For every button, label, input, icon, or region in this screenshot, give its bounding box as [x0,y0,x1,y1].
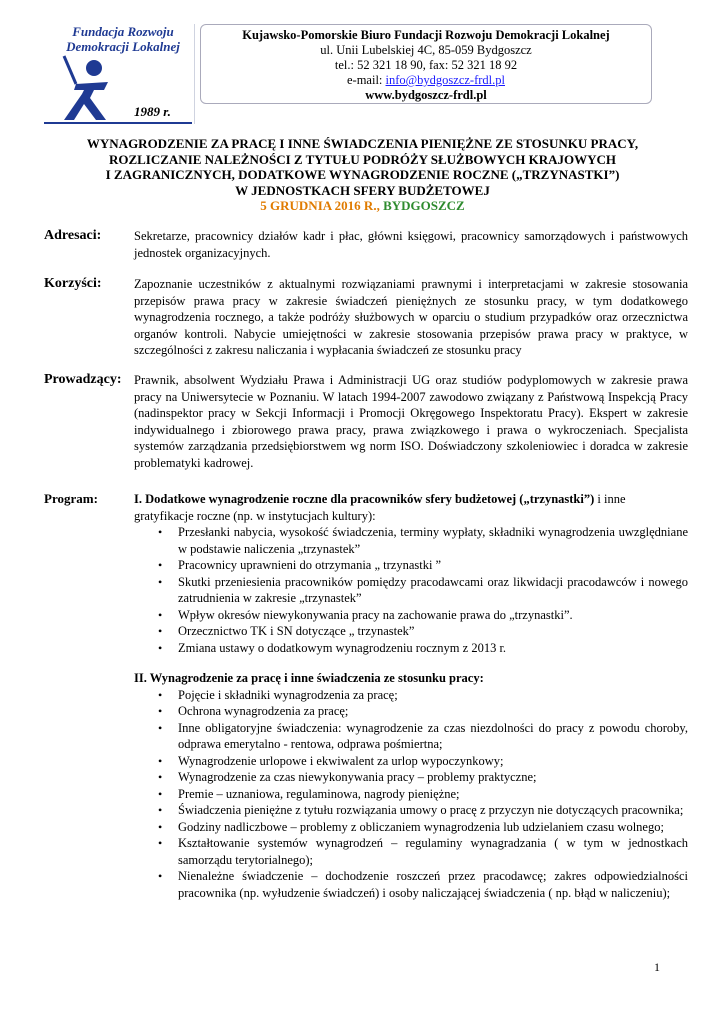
title-line-1: WYNAGRODZENIE ZA PRACĘ I INNE ŚWIADCZENIA PIENIĘŻNE ZE STOSUNKU PRACY, [86,136,639,151]
title-line-2: ROZLICZANIE NALEŻNOŚCI Z TYTUŁU PODRÓŻY SŁUŻBOWYCH KRAJOWYCH [108,151,617,167]
list-item: • Orzecznictwo TK i SN dotyczące „ trzynastek” [178,623,688,640]
section-1-list [134,524,688,656]
adresaci-text: Sekretarze, pracownicy działów kadr i płac, główni księgowi, pracownicy samorządowych i państwowych jednostek organizacyjnych. [134,229,688,260]
korzysci-text: Zapoznanie uczestników z aktualnymi rozwiązaniami prawnymi i interpretacjami w zakresie stosowania przepisów prawa pracy w zakresie świadczeń pieniężnych ze stosunku pracy, w tym dodatkowego wynagrodzenia rocznego, a także podróży służbowych w oparciu o studium przypadków oraz orzecznictwa organów kontroli. Nabycie umiejętności w zakresie stosowania przepisów prawa pracy w praktyce, w szczególności z zakresu naliczania i wypłacania świadczeń ze stosunku pracy [134,277,688,357]
section-2-list [134,687,688,902]
list-item: • Wynagrodzenie za czas niewykonywania pracy – problemy praktyczne; [178,769,688,786]
list-item: • Pojęcie i składniki wynagrodzenia za pracę; [178,687,688,704]
title-line-3: I ZAGRANICZNYCH, DODATKOWE WYNAGRODZENIE ROCZNE („TRZYNASTKI”) [105,167,620,182]
date-location [40,198,685,214]
list-item: • Wynagrodzenie urlopowe i ekwiwalent za urlop wypoczynkowy; [178,753,688,770]
prowadzacy-text: Prawnik, absolwent Wydziału Prawa i Administracji UG oraz studiów podyplomowych w zakresie prawa pracy na Uniwersytecie w Poznaniu. W latach 1994-2007 zawodowo związany z Państwową Inspekcją Pracy (nadinspektor pracy w Sekcji Informacji i Promocji Okręgowego Inspektoratu Pracy). Ekspert w zakresie indywidualnego i zbiorowego prawa pracy, prawa związkowego i prawa o wykroczeniach. Specjalista systemów zarządzania przedsiębiorstwem wg norm ISO. Doświadczony szkoleniowiec i doradca w zakresie problematyki kadrowej. [134,373,688,470]
office-phone: tel.: 52 321 18 90, fax: 52 321 18 92 [334,58,518,72]
section-1-title-rest: i inne gratyfikacje roczne (np. w instytucjach kultury): [134,492,626,523]
contact-header-box [200,24,652,104]
training-title [40,136,685,214]
office-website[interactable]: www.bydgoszcz-frdl.pl [365,88,487,102]
list-item: • Pracownicy uprawnieni do otrzymania „ trzynastki ” [178,557,688,574]
adresaci-label: Adresaci: [44,228,102,243]
office-name: Kujawsko-Pomorskie Biuro Fundacji Rozwoju Demokracji Lokalnej [242,28,610,42]
person-figure-icon [54,54,126,124]
logo-year: 1989 r. [134,104,171,119]
logo-line-1: Fundacja Rozwoju [72,24,174,39]
section-2-title: II. Wynagrodzenie za pracę i inne świadczenia ze stosunku pracy: [134,671,484,685]
program-label: Program: [44,491,98,506]
logo-line-2: Demokracji Lokalnej [66,39,180,54]
office-address: ul. Unii Lubelskiej 4C, 85-059 Bydgoszcz [320,43,532,57]
list-item: • Wpływ okresów niewykonywania pracy na zachowanie prawa do „trzynastki”. [178,607,688,624]
list-item: • Skutki przeniesienia pracowników pomiędzy pracodawcami oraz likwidacji pracodawców i nowego zatrudnienia w zakresie „trzynastek” [178,574,688,607]
training-date: 5 GRUDNIA 2016 R., [260,198,380,213]
email-label: e-mail: [347,73,386,87]
list-item: • Kształtowanie systemów wynagrodzeń – regulaminy wynagradzania ( w tym w jednostkach samorządu terytorialnego); [178,835,688,868]
list-item: • Inne obligatoryjne świadczenia: wynagrodzenie za czas niezdolności do pracy z powodu choroby, odprawa emerytalno - rentowa, odprawa pośmiertna; [178,720,688,753]
list-item: • Nienależne świadczenie – dochodzenie roszczeń przez pracodawcę; zakres odpowiedzialności pracownika (np. wyłudzenie świadczeń) i osoby naliczającej świadczenia ( np. błąd w naliczeniu); [178,868,688,901]
header-divider [194,24,195,124]
training-city: BYDGOSZCZ [383,198,465,213]
list-item: • Zmiana ustawy o dodatkowym wynagrodzeniu rocznym z 2013 r. [178,640,688,657]
list-item: • Ochrona wynagrodzenia za pracę; [178,703,688,720]
title-line-4: W JEDNOSTKACH SFERY BUDŻETOWEJ [235,182,490,198]
section-1-title: I. Dodatkowe wynagrodzenie roczne dla pracowników sfery budżetowej („trzynastki”) [134,492,595,506]
logo-underline [44,122,192,124]
korzysci-label: Korzyści: [44,276,102,291]
logo-text [64,24,182,54]
list-item: • Godziny nadliczbowe – problemy z obliczaniem wynagrodzenia lub udzielaniem czasu wolnego; [178,819,688,836]
list-item: • Świadczenia pieniężne z tytułu rozwiązania umowy o pracę z przyczyn nie dotyczących pracownika; [178,802,688,819]
office-email-row [201,73,651,88]
foundation-logo [44,24,194,124]
program-content [134,491,688,901]
email-link[interactable]: info@bydgoszcz-frdl.pl [385,73,505,87]
list-item: • Premie – uznaniowa, regulaminowa, nagrody pieniężne; [178,786,688,803]
page-number: 1 [654,960,660,974]
list-item: • Przesłanki nabycia, wysokość świadczenia, terminy wypłaty, składniki wynagrodzenia uwzględniane w podstawie naliczenia „trzynastek” [178,524,688,557]
prowadzacy-label: Prowadzący: [44,372,122,387]
